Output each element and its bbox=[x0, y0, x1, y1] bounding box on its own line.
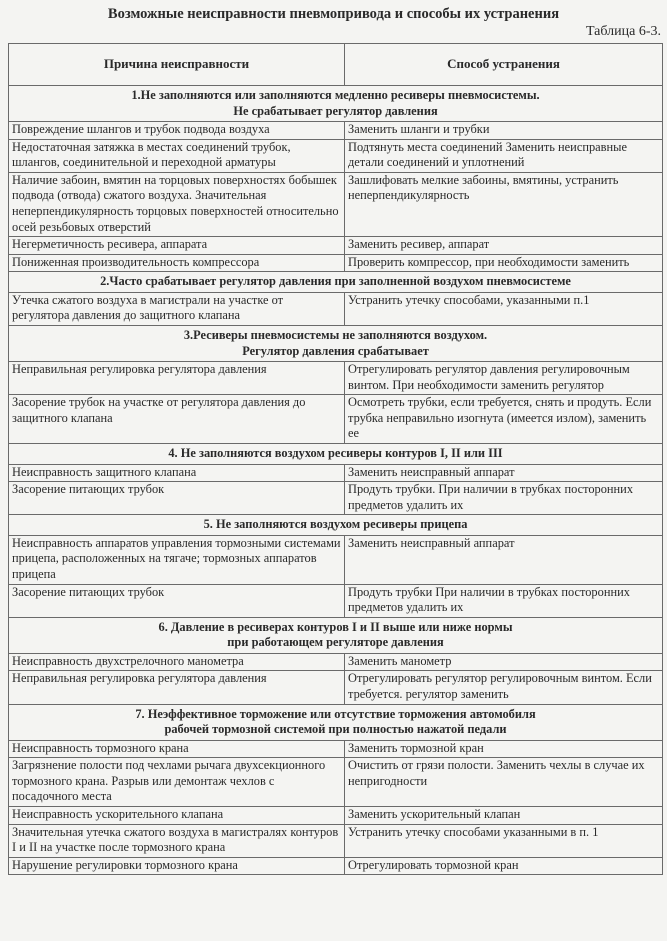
cause-cell: Повреждение шлангов и трубок подвода воздуха bbox=[9, 122, 345, 140]
table-row bbox=[9, 806, 663, 824]
table-row bbox=[9, 740, 663, 758]
section-heading-line: 2.Часто срабатывает регулятор давления при заполненной воздухом пневмосистеме bbox=[100, 274, 571, 289]
table-row bbox=[9, 824, 663, 857]
cause-cell: Наличие забоин, вмятин на торцовых поверхностях бобышек подвода (отвода) сжатого воздуха. Значительная неперпендикулярность торцовых поверхностей относительно осей резьбовых отверстий bbox=[9, 172, 345, 236]
remedy-cell: Отрегулировать регулятор регулировочным винтом. Если требуется. регулятор заменить bbox=[345, 671, 663, 704]
column-header-cause: Причина неисправности bbox=[9, 44, 345, 86]
table-row bbox=[9, 535, 663, 584]
remedy-cell: Заменить ресивер, аппарат bbox=[345, 237, 663, 255]
section-heading-line: 6. Давление в ресиверах контуров I и II выше или ниже нормы bbox=[158, 619, 513, 634]
remedy-cell: Продуть трубки. При наличии в трубках посторонних предметов удалить их bbox=[345, 482, 663, 515]
cause-cell: Засорение питающих трубок bbox=[9, 482, 345, 515]
cause-cell: Засорение питающих трубок bbox=[9, 584, 345, 617]
section-heading-line: Не срабатывает регулятор давления bbox=[233, 103, 438, 118]
section-heading-line: 1.Не заполняются или заполняются медленно ресиверы пневмосистемы. bbox=[131, 88, 540, 102]
section-heading-line: при работающем регуляторе давления bbox=[227, 635, 444, 650]
cause-cell: Засорение трубок на участке от регулятора давления до защитного клапана bbox=[9, 395, 345, 444]
table-header-row bbox=[9, 44, 663, 86]
section-heading bbox=[9, 515, 663, 536]
section-heading-row bbox=[9, 86, 663, 122]
remedy-cell: Продуть трубки При наличии в трубках посторонних предметов удалить их bbox=[345, 584, 663, 617]
table-row bbox=[9, 653, 663, 671]
remedy-cell: Отрегулировать тормозной кран bbox=[345, 857, 663, 875]
column-header-remedy: Способ устранения bbox=[345, 44, 663, 86]
section-heading-row bbox=[9, 272, 663, 293]
section-heading bbox=[9, 444, 663, 465]
section-heading bbox=[9, 704, 663, 740]
cause-cell: Неисправность двухстрелочного манометра bbox=[9, 653, 345, 671]
table-label: Таблица 6-3. bbox=[585, 24, 661, 39]
table-row bbox=[9, 254, 663, 272]
table-row bbox=[9, 362, 663, 395]
section-heading-line: Регулятор давления срабатывает bbox=[242, 343, 429, 358]
section-heading-row bbox=[9, 617, 663, 653]
cause-cell: Негерметичность ресивера, аппарата bbox=[9, 237, 345, 255]
table-row bbox=[9, 671, 663, 704]
remedy-cell: Зашлифовать мелкие забоины, вмятины, устранить неперпендикулярность bbox=[345, 172, 663, 236]
cause-cell: Неисправность аппаратов управления тормозными системами прицепа, расположенных на тягаче; тормозных аппаратов прицепа bbox=[9, 535, 345, 584]
table-body bbox=[9, 86, 663, 875]
remedy-cell: Проверить компрессор, при необходимости заменить bbox=[345, 254, 663, 272]
table-row bbox=[9, 172, 663, 236]
section-heading-row bbox=[9, 515, 663, 536]
remedy-cell: Заменить манометр bbox=[345, 653, 663, 671]
table-row bbox=[9, 857, 663, 875]
remedy-cell: Заменить ускорительный клапан bbox=[345, 806, 663, 824]
table-row bbox=[9, 464, 663, 482]
cause-cell: Значительная утечка сжатого воздуха в магистралях контуров I и II на участке после тормозного крана bbox=[9, 824, 345, 857]
table-row bbox=[9, 122, 663, 140]
table-row bbox=[9, 482, 663, 515]
section-heading bbox=[9, 326, 663, 362]
section-heading-row bbox=[9, 704, 663, 740]
remedy-cell: Заменить неисправный аппарат bbox=[345, 535, 663, 584]
cause-cell: Неправильная регулировка регулятора давления bbox=[9, 671, 345, 704]
remedy-cell: Устранить утечку способами, указанными п.1 bbox=[345, 292, 663, 325]
cause-cell: Недостаточная затяжка в местах соединений трубок, шлангов, соединительной и переходной арматуры bbox=[9, 139, 345, 172]
cause-cell: Неисправность защитного клапана bbox=[9, 464, 345, 482]
section-heading-row bbox=[9, 326, 663, 362]
section-heading bbox=[9, 617, 663, 653]
remedy-cell: Заменить неисправный аппарат bbox=[345, 464, 663, 482]
cause-cell: Пониженная производительность компрессора bbox=[9, 254, 345, 272]
cause-cell: Неисправность тормозного крана bbox=[9, 740, 345, 758]
remedy-cell: Отрегулировать регулятор давления регулировочным винтом. При необходимости заменить регулятор bbox=[345, 362, 663, 395]
remedy-cell: Очистить от грязи полости. Заменить чехлы в случае их непригодности bbox=[345, 758, 663, 807]
section-heading-line: 3.Ресиверы пневмосистемы не заполняются воздухом. bbox=[183, 328, 488, 343]
cause-cell: Загрязнение полости под чехлами рычага двухсекционного тормозного крана. Разрыв или демонтаж чехлов с посадочного места bbox=[9, 758, 345, 807]
cause-cell: Неправильная регулировка регулятора давления bbox=[9, 362, 345, 395]
table-row bbox=[9, 395, 663, 444]
table-row bbox=[9, 758, 663, 807]
section-heading-line: рабочей тормозной системой при полностью нажатой педали bbox=[164, 722, 507, 737]
table-row bbox=[9, 237, 663, 255]
remedy-cell: Устранить утечку способами указанными в п. 1 bbox=[345, 824, 663, 857]
cause-cell: Нарушение регулировки тормозного крана bbox=[9, 857, 345, 875]
cause-cell: Неисправность ускорительного клапана bbox=[9, 806, 345, 824]
faults-table bbox=[8, 43, 663, 875]
cause-cell: Утечка сжатого воздуха в магистрали на участке от регулятора давления до защитного клапана bbox=[9, 292, 345, 325]
remedy-cell: Заменить шланги и трубки bbox=[345, 122, 663, 140]
table-row bbox=[9, 292, 663, 325]
section-heading bbox=[9, 272, 663, 293]
remedy-cell: Заменить тормозной кран bbox=[345, 740, 663, 758]
document-title: Возможные неисправности пневмопривода и способы их устранения bbox=[107, 6, 560, 22]
section-heading-line: 7. Неэффективное торможение или отсутствие торможения автомобиля bbox=[135, 706, 536, 721]
section-heading-line: 5. Не заполняются воздухом ресиверы прицепа bbox=[203, 517, 468, 532]
table-row bbox=[9, 584, 663, 617]
section-heading bbox=[9, 86, 663, 122]
remedy-cell: Осмотреть трубки, если требуется, снять и продуть. Если трубка неправильно изогнута (имеется излом), заменить ее bbox=[345, 395, 663, 444]
remedy-cell: Подтянуть места соединений Заменить неисправные детали соединений и уплотнений bbox=[345, 139, 663, 172]
section-heading-row bbox=[9, 444, 663, 465]
table-row bbox=[9, 139, 663, 172]
section-heading-line: 4. Не заполняются воздухом ресиверы контуров I, II или III bbox=[168, 446, 503, 460]
